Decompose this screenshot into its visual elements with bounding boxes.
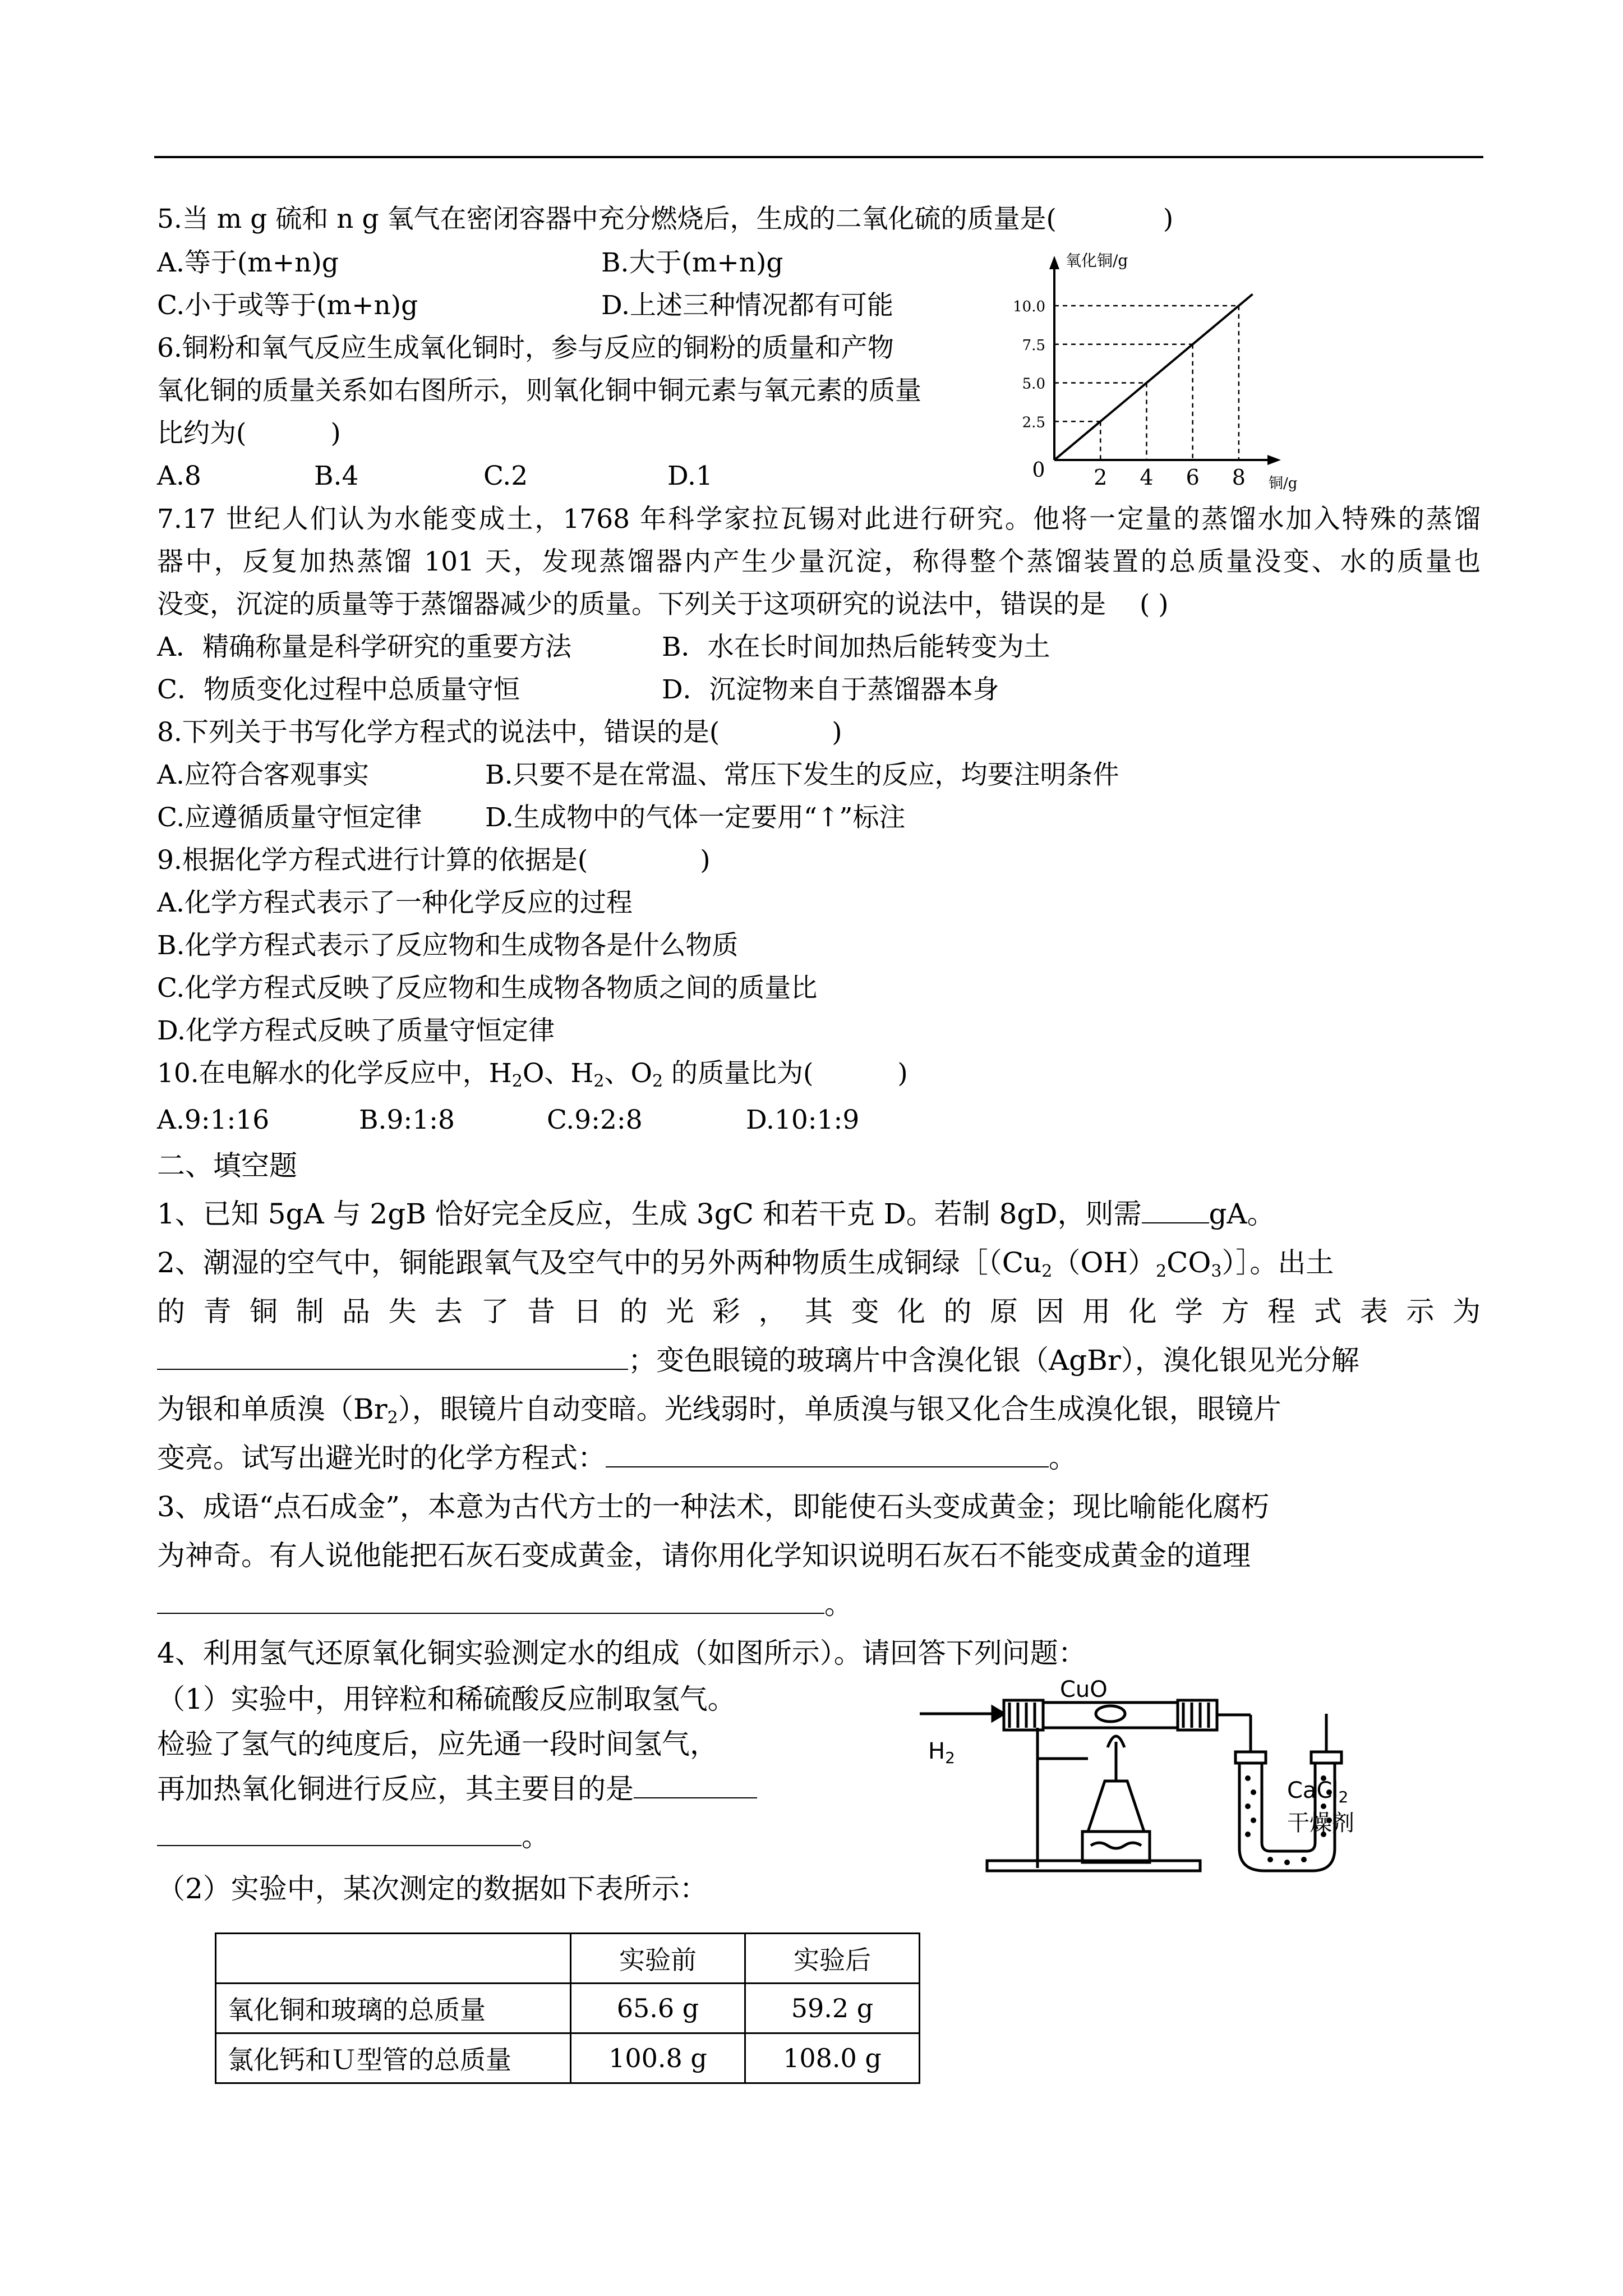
q7-option-c: C．物质变化过程中总质量守恒	[157, 674, 520, 705]
q10-option-d: D.10:1:9	[746, 1105, 860, 1135]
q8-option-c: C.应遵循质量守恒定律	[157, 802, 422, 833]
q5-option-b: B.大于(m+n)g	[601, 247, 783, 278]
q6-option-d: D.1	[667, 461, 713, 491]
label-h2: $H_2$	[928, 1738, 955, 1767]
q7-option-a: A．精确称量是科学研究的重要方法	[157, 632, 571, 662]
q7-line-3: 没变，沉淀的质量等于蒸馏器减少的质量。下列关于这项研究的说法中，错误的是 ( )	[157, 589, 1169, 620]
origin-label: 0	[1032, 459, 1045, 482]
fill-q1: 1、已知 5gA 与 2gB 恰好完全反应，生成 3gC 和若干克 D。若制 8gD，则需 gA。	[157, 1198, 1275, 1230]
series-line	[1054, 294, 1253, 460]
q10-option-b: B.9:1:8	[359, 1105, 455, 1135]
q8-option-b: B.只要不是在常温、常压下发生的反应，均要注明条件	[485, 760, 1119, 790]
q10-stem: 10.在电解水的化学反应中，$H_2O$、$H_2$、$O_2$ 的质量比为( )	[157, 1058, 908, 1091]
y-tick-label: 7.5	[1022, 337, 1045, 354]
hydrogen-reduction-apparatus	[920, 1680, 1402, 1879]
y-tick-label: 10.0	[1013, 298, 1045, 315]
y-tick-label: 5.0	[1022, 375, 1045, 393]
y-tick-label: 2.5	[1022, 414, 1045, 431]
copper-oxide-chart	[1009, 247, 1301, 494]
label-cacl2: CaCl$_2$	[1287, 1778, 1349, 1806]
y-axis-label: 氧化铜/g	[1066, 251, 1128, 270]
table-cell: 氧化铜和玻璃的总质量	[216, 1984, 571, 2033]
fill-q4-p1-line-3: 再加热氧化铜进行反应，其主要目的是	[157, 1773, 757, 1805]
x-tick-label: 4	[1140, 465, 1154, 490]
x-axis-arrow	[1267, 455, 1281, 465]
fill-q3-line-3: 。	[157, 1588, 852, 1621]
table-cell: 100.8 g	[571, 2033, 745, 2083]
x-tick-label: 2	[1094, 465, 1108, 490]
fill-q2-line-4: 为银和单质溴$(Br_2)$，眼镜片自动变暗。光线弱时，单质溴与银又化合生成溴化银，眼镜片	[157, 1393, 1281, 1428]
q6-option-b: B.4	[314, 461, 359, 491]
header-rule	[154, 156, 1483, 158]
table-header-row	[216, 1934, 920, 1984]
fill-q2-line-3: ；变色眼镜的玻璃片中含溴化银（AgBr），溴化银见光分解	[157, 1344, 1359, 1377]
fill-q2-line-1: 2、潮湿的空气中，铜能跟氧气及空气中的另外两种物质生成铜绿$[(Cu_2(OH)_2CO_3)]$。出土	[157, 1246, 1334, 1281]
q10-option-c: C.9:2:8	[547, 1105, 643, 1135]
q7-line-2: 器中，反复加热蒸馏 101 天，发现蒸馏器内产生少量沉淀，称得整个蒸馏装置的总质量没变、水的质量也	[157, 546, 1481, 577]
q9-option-d: D.化学方程式反映了质量守恒定律	[157, 1015, 555, 1046]
x-tick-label: 6	[1186, 465, 1200, 490]
y-axis-arrow	[1049, 256, 1059, 269]
q9-option-a: A.化学方程式表示了一种化学反应的过程	[157, 887, 633, 918]
q6-option-a: A.8	[157, 461, 201, 491]
table-row	[216, 2033, 920, 2083]
fill-q4-intro: 4、利用氢气还原氧化铜实验测定水的组成（如图所示）。请回答下列问题：	[157, 1637, 1086, 1669]
q6-option-c: C.2	[483, 461, 528, 491]
q8-option-d: D.生成物中的气体一定要用“↑”标注	[485, 802, 906, 833]
table-cell: 65.6 g	[571, 1984, 745, 2033]
fill-q4-p1-line-1: （1）实验中，用锌粒和稀硫酸反应制取氢气。	[157, 1683, 736, 1715]
fill-q3-line-1: 3、成语“点石成金”，本意为古代方士的一种法术，即能使石头变成黄金；现比喻能化腐朽	[157, 1490, 1269, 1523]
q5-option-c: C.小于或等于(m+n)g	[157, 290, 418, 321]
q5-option-a: A.等于(m+n)g	[157, 247, 339, 278]
q6-line-1: 6.铜粉和氧气反应生成氧化铜时，参与反应的铜粉的质量和产物	[157, 333, 894, 364]
q8-option-a: A.应符合客观事实	[157, 760, 369, 790]
q5-stem: 5.当 m g 硫和 n g 氧气在密闭容器中充分燃烧后，生成的二氧化硫的质量是( )	[157, 204, 1174, 234]
data-table	[215, 1932, 920, 2084]
table-header-cell: 实验后	[745, 1934, 920, 1984]
q7-option-d: D．沉淀物来自于蒸馏器本身	[662, 674, 999, 705]
table-cell: 108.0 g	[745, 2033, 920, 2083]
q6-line-2: 氧化铜的质量关系如右图所示，则氧化铜中铜元素与氧元素的质量	[157, 375, 921, 406]
table-row	[216, 1984, 920, 2033]
q9-option-b: B.化学方程式表示了反应物和生成物各是什么物质	[157, 930, 739, 961]
fill-q2-line-2: 的青铜制品失去了昔日的光彩，其变化的原因用化学方程式表示为	[157, 1295, 1481, 1328]
table-cell: 59.2 g	[745, 1984, 920, 2033]
fill-q3-line-2: 为神奇。有人说他能把石灰石变成黄金，请你用化学知识说明石灰石不能变成黄金的道理	[157, 1539, 1251, 1572]
q9-stem: 9.根据化学方程式进行计算的依据是( )	[157, 845, 711, 876]
fill-q2-line-5: 变亮。试写出避光时的化学方程式： 。	[157, 1442, 1077, 1474]
q8-stem: 8.下列关于书写化学方程式的说法中，错误的是( )	[157, 717, 842, 748]
label-desiccant: 干燥剂	[1287, 1810, 1354, 1836]
q7-option-b: B．水在长时间加热后能转变为土	[662, 632, 1050, 662]
section-title-fill-in: 二、填空题	[157, 1149, 297, 1182]
table-header-cell	[216, 1934, 571, 1984]
x-tick-label: 8	[1232, 465, 1246, 490]
fill-q4-p2: （2）实验中，某次测定的数据如下表所示：	[157, 1872, 708, 1905]
x-axis-label: 铜/g	[1269, 475, 1298, 492]
q5-option-d: D.上述三种情况都有可能	[601, 290, 893, 321]
table-header-cell: 实验前	[571, 1934, 745, 1984]
q9-option-c: C.化学方程式反映了反应物和生成物各物质之间的质量比	[157, 973, 818, 1004]
label-cuo: CuO	[1060, 1680, 1108, 1703]
q7-line-1: 7.17 世纪人们认为水能变成土，1768 年科学家拉瓦锡对此进行研究。他将一定量的蒸馏水加入特殊的蒸馏	[157, 504, 1481, 535]
fill-q4-p1-line-2: 检验了氢气的纯度后，应先通一段时间氢气，	[157, 1728, 718, 1760]
table-cell: 氯化钙和Ｕ型管的总质量	[216, 2033, 571, 2083]
fill-q4-p1-line-4: 。	[157, 1820, 550, 1853]
q6-line-3: 比约为( )	[157, 418, 341, 449]
q10-option-a: A.9:1:16	[157, 1105, 270, 1135]
